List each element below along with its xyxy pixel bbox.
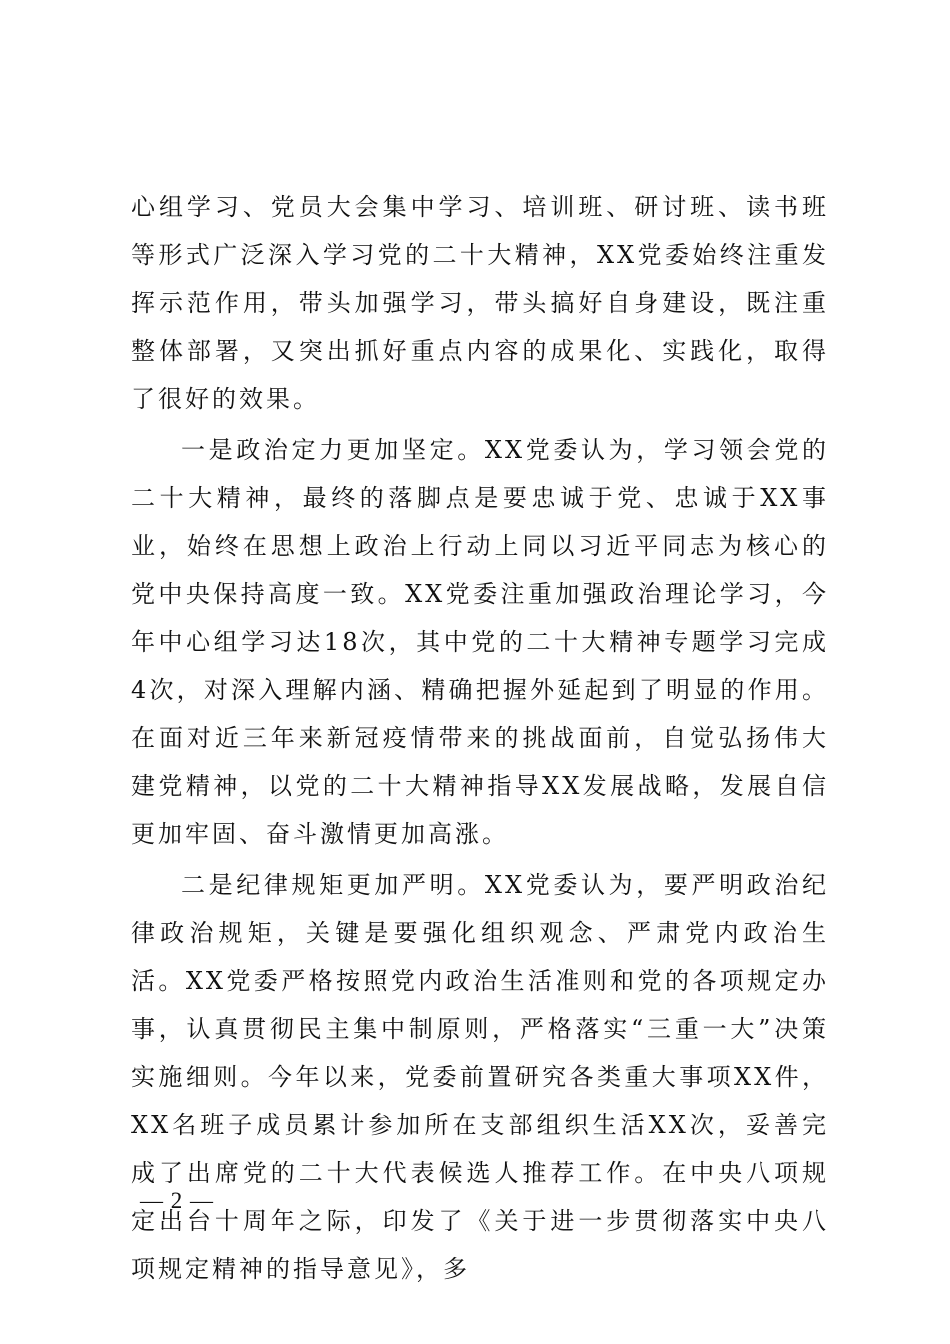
body-text <box>131 183 829 1293</box>
paragraph-discipline-rules: 二是纪律规矩更加严明。XX党委认为，要严明政治纪律政治规矩，关键是要强化组织观念、严肃党内政治生活。XX党委严格按照党内政治生活准则和党的各项规定办事，认真贯彻民主集中制原则，严格落实“三重一大”决策实施细则。今年以来，党委前置研究各类重大事项XX件，XX名班子成员累计参加所在支部组织生活XX次，妥善完成了出席党的二十大代表候选人推荐工作。在中央八项规定出台十周年之际，印发了《关于进一步贯彻落实中央八项规定精神的指导意见》，多 <box>131 871 829 1283</box>
page-number: — 2 — <box>140 1188 214 1213</box>
paragraph-continuation: 心组学习、党员大会集中学习、培训班、研讨班、读书班等形式广泛深入学习党的二十大精神，XX党委始终注重发挥示范作用，带头加强学习，带头搞好自身建设，既注重整体部署，又突出抓好重点内容的成果化、实践化，取得了很好的效果。 <box>131 193 829 413</box>
paragraph-political-resolve: 一是政治定力更加坚定。XX党委认为，学习领会党的二十大精神，最终的落脚点是要忠诚于党、忠诚于XX事业，始终在思想上政治上行动上同以习近平同志为核心的党中央保持高度一致。XX党委注重加强政治理论学习，今年中心组学习达18次，其中党的二十大精神专题学习完成4次，对深入理解内涵、精确把握外延起到了明显的作用。在面对近三年来新冠疫情带来的挑战面前，自觉弘扬伟大建党精神，以党的二十大精神指导XX发展战略，发展自信更加牢固、奋斗激情更加高涨。 <box>131 436 829 848</box>
